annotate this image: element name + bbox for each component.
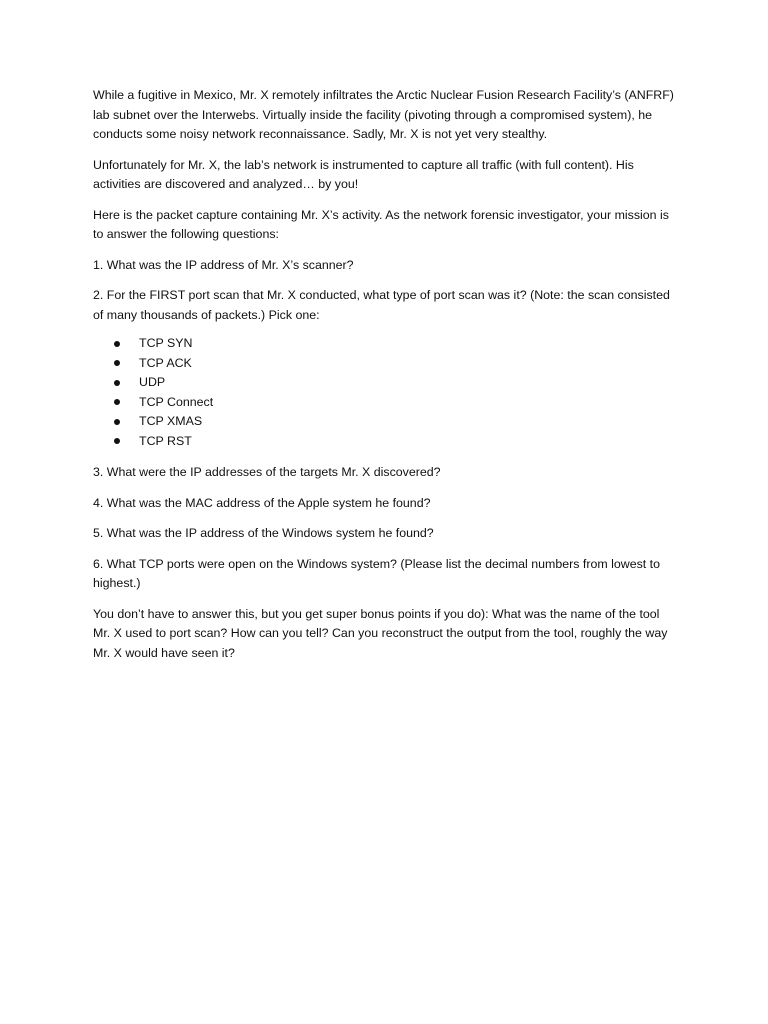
list-item — [93, 373, 680, 393]
bullet-icon — [114, 341, 120, 347]
bullet-icon — [114, 360, 120, 366]
scan-type-label: UDP — [139, 375, 166, 389]
mission-paragraph: Here is the packet capture containing Mr. X’s activity. As the network forensic investigator, your mission is to answer the following questions: — [93, 207, 669, 241]
bullet-icon — [114, 399, 120, 405]
question-3: 3. What were the IP addresses of the targets Mr. X discovered? — [93, 465, 441, 479]
question-2: 2. For the FIRST port scan that Mr. X conducted, what type of port scan was it? (Note: the scan consisted of many thousands of packets.) Pick one: — [93, 288, 670, 322]
question-6: 6. What TCP ports were open on the Windows system? (Please list the decimal numbers from lowest to highest.) — [93, 556, 660, 590]
bullet-icon — [114, 380, 120, 386]
bullet-icon — [114, 419, 120, 425]
list-item — [93, 334, 680, 354]
list-item — [93, 354, 680, 374]
intro-paragraph: While a fugitive in Mexico, Mr. X remotely infiltrates the Arctic Nuclear Fusion Research Facility’s (ANFRF) lab subnet over the Interwebs. Virtually inside the facility (pivoting through a compromised system), he conducts some noisy network reconnaissance. Sadly, Mr. X is not yet very stealthy. — [93, 88, 674, 141]
scan-type-label: TCP RST — [139, 433, 192, 448]
question-5: 5. What was the IP address of the Windows system he found? — [93, 526, 434, 540]
scan-type-list — [93, 334, 680, 451]
list-item — [93, 432, 680, 452]
scan-type-label: TCP SYN — [139, 336, 193, 350]
question-4: 4. What was the MAC address of the Apple system he found? — [93, 495, 431, 510]
list-item — [93, 393, 680, 413]
scan-type-label: TCP XMAS — [139, 414, 203, 428]
list-item — [93, 412, 680, 432]
discovery-paragraph: Unfortunately for Mr. X, the lab’s network is instrumented to capture all traffic (with full content). His activities are discovered and analyzed… by you! — [93, 157, 634, 191]
question-1: 1. What was the IP address of Mr. X’s scanner? — [93, 257, 354, 272]
bullet-icon — [114, 438, 120, 444]
bonus-question: You don’t have to answer this, but you get super bonus points if you do): What was the name of the tool Mr. X used to port scan? How can you tell? Can you reconstruct the output from the tool, roughly the way Mr. X would have seen it? — [93, 606, 668, 660]
scan-type-label: TCP Connect — [139, 394, 214, 409]
scan-type-label: TCP ACK — [139, 355, 192, 370]
